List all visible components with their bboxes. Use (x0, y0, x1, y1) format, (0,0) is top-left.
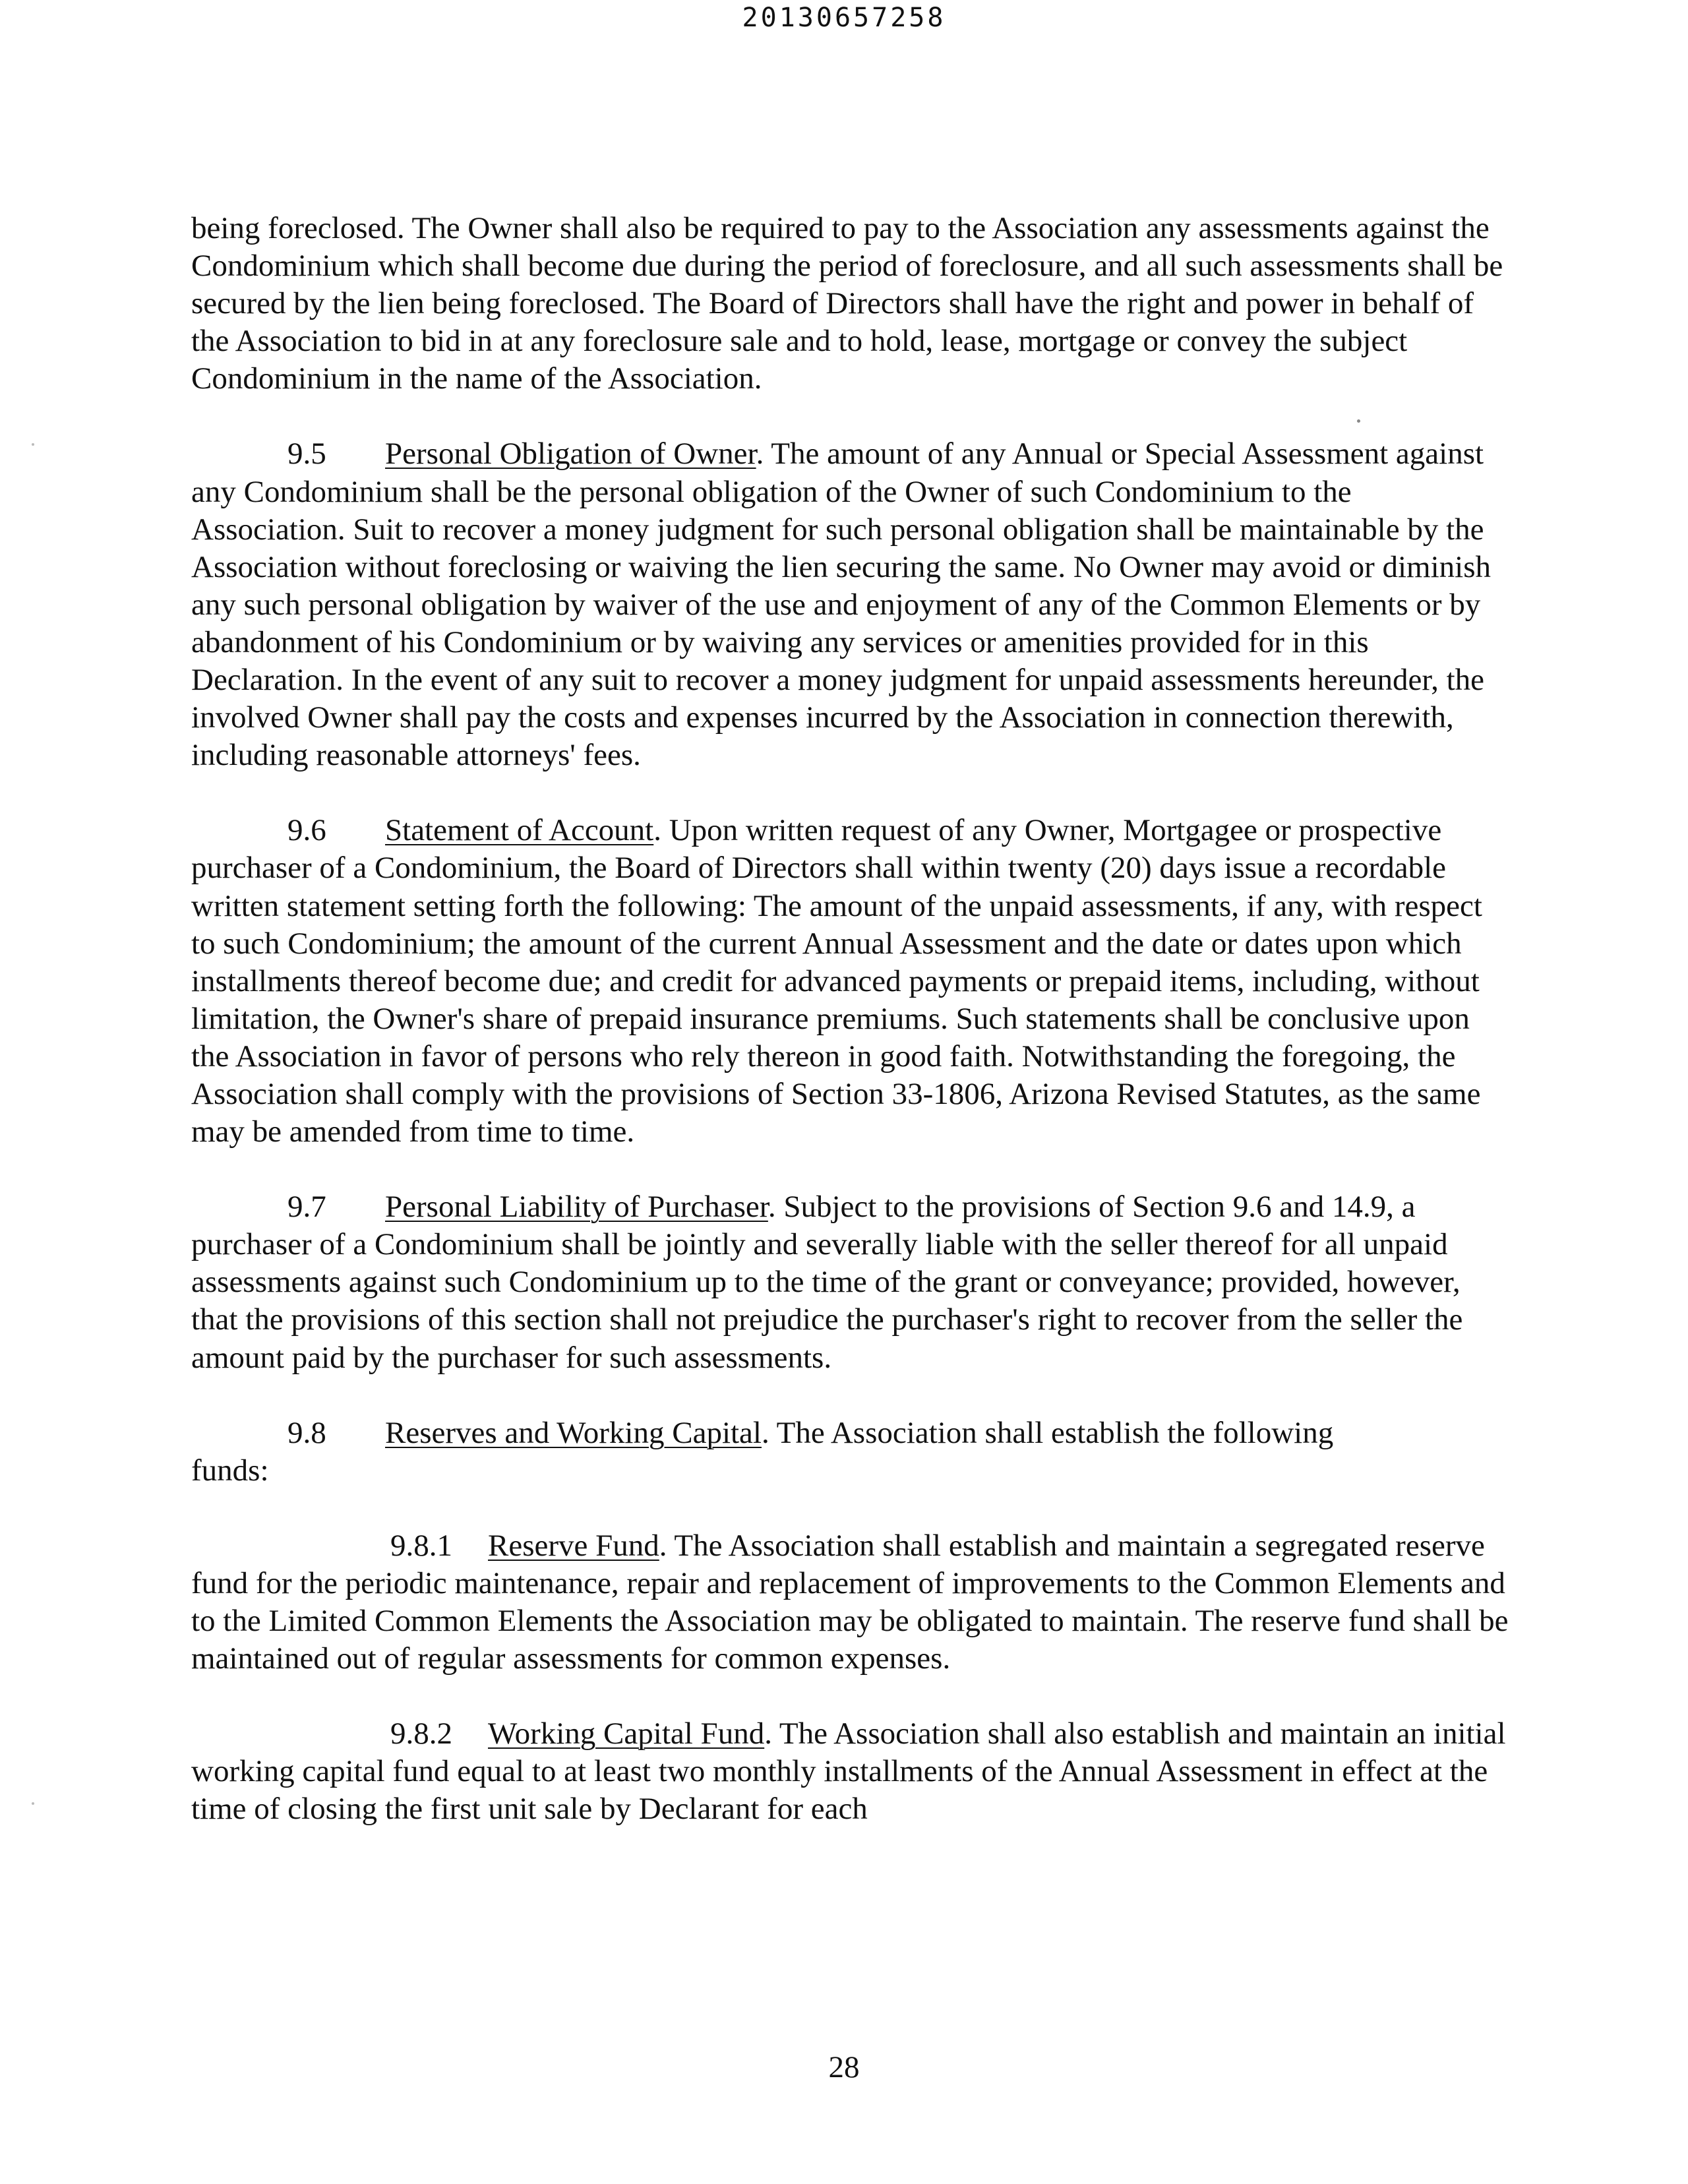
section-heading: Personal Obligation of Owner (385, 437, 756, 471)
section-number: 9.8.1 (390, 1528, 452, 1563)
section-9-8-2 (191, 1715, 1510, 1828)
section-heading: Personal Liability of Purchaser (385, 1190, 768, 1225)
section-number: 9.8 (287, 1415, 326, 1450)
section-number: 9.8.2 (390, 1716, 452, 1751)
section-heading: Working Capital Fund (488, 1716, 765, 1751)
section-9-6 (191, 812, 1510, 1151)
section-heading: Reserves and Working Capital (385, 1415, 762, 1450)
section-text: . The amount of any Annual or Special Assessment against any Condominium shall be the personal obligation of the Owner of such Condominium to the Association. Suit to recover a money judgment for such personal obligation shall be maintainable by the Association without foreclosing or waiving the lien securing the same. No Owner may avoid or diminish any such personal obligation by waiver of the use and enjoyment of any of the Common Elements or by abandonment of his Condominium or by waiving any services or amenities provided for in this Declaration. In the event of any suit to recover a money judgment for unpaid assessments hereunder, the involved Owner shall pay the costs and expenses incurred by the Association in connection therewith, including reasonable attorneys' fees. (191, 437, 1491, 773)
section-text: . The Association shall establish the following (761, 1415, 1334, 1450)
section-text-line-2: funds: (191, 1453, 269, 1488)
section-heading: Statement of Account (385, 813, 654, 848)
document-number: 20130657258 (742, 3, 946, 33)
section-number: 9.5 (287, 437, 326, 471)
section-9-5 (191, 435, 1510, 774)
section-heading: Reserve Fund (488, 1528, 659, 1563)
document-body (191, 210, 1510, 1828)
section-text: . Upon written request of any Owner, Mortgagee or prospective purchaser of a Condominium, the Board of Directors shall within twenty (20) days issue a recordable written statement setting forth the following: The amount of the unpaid assessments, if any, with respect to such Condominium; the amount of the current Annual Assessment and the date or dates upon which installments thereof become due; and credit for advanced payments or prepaid items, including, without limitation, the Owner's share of prepaid insurance premiums. Such statements shall be conclusive upon the Association in favor of persons who rely thereon in good faith. Notwithstanding the foregoing, the Association shall comply with the provisions of Section 33-1806, Arizona Revised Statutes, as the same may be amended from time to time. (191, 813, 1482, 1149)
section-9-7 (191, 1188, 1510, 1376)
page-number: 28 (828, 2050, 860, 2084)
section-text: . The Association shall also establish and maintain an initial working capital fund equal to at least two monthly installments of the Annual Assessment in effect at the time of closing the first unit sale by Declarant for each (191, 1716, 1506, 1827)
section-number: 9.7 (287, 1190, 326, 1225)
scan-speck (32, 443, 34, 446)
section-9-8 (191, 1414, 1510, 1490)
section-number: 9.6 (287, 813, 326, 848)
paragraph-text: being foreclosed. The Owner shall also be required to pay to the Association any assessments against the Condominium which shall become due during the period of foreclosure, and all such assessments shall be secured by the lien being foreclosed. The Board of Directors shall have the right and power in behalf of the Association to bid in at any foreclosure sale and to hold, lease, mortgage or convey the subject Condominium in the name of the Association. (191, 211, 1503, 396)
scan-speck (32, 1802, 34, 1805)
paragraph-foreclosure-continued (191, 210, 1510, 398)
section-text: . The Association shall establish and maintain a segregated reserve fund for the periodic maintenance, repair and replacement of improvements to the Common Elements and to the Limited Common Elements the Association may be obligated to maintain. The reserve fund shall be maintained out of regular assessments for common expenses. (191, 1528, 1509, 1676)
section-9-8-1 (191, 1527, 1510, 1678)
section-text: . Subject to the provisions of Section 9.6 and 14.9, a purchaser of a Condominium shall be jointly and severally liable with the seller thereof for all unpaid assessments against such Condominium up to the time of the grant or conveyance; provided, however, that the provisions of this section shall not prejudice the purchaser's right to recover from the seller the amount paid by the purchaser for such assessments. (191, 1190, 1463, 1375)
scan-speck (1357, 419, 1360, 423)
